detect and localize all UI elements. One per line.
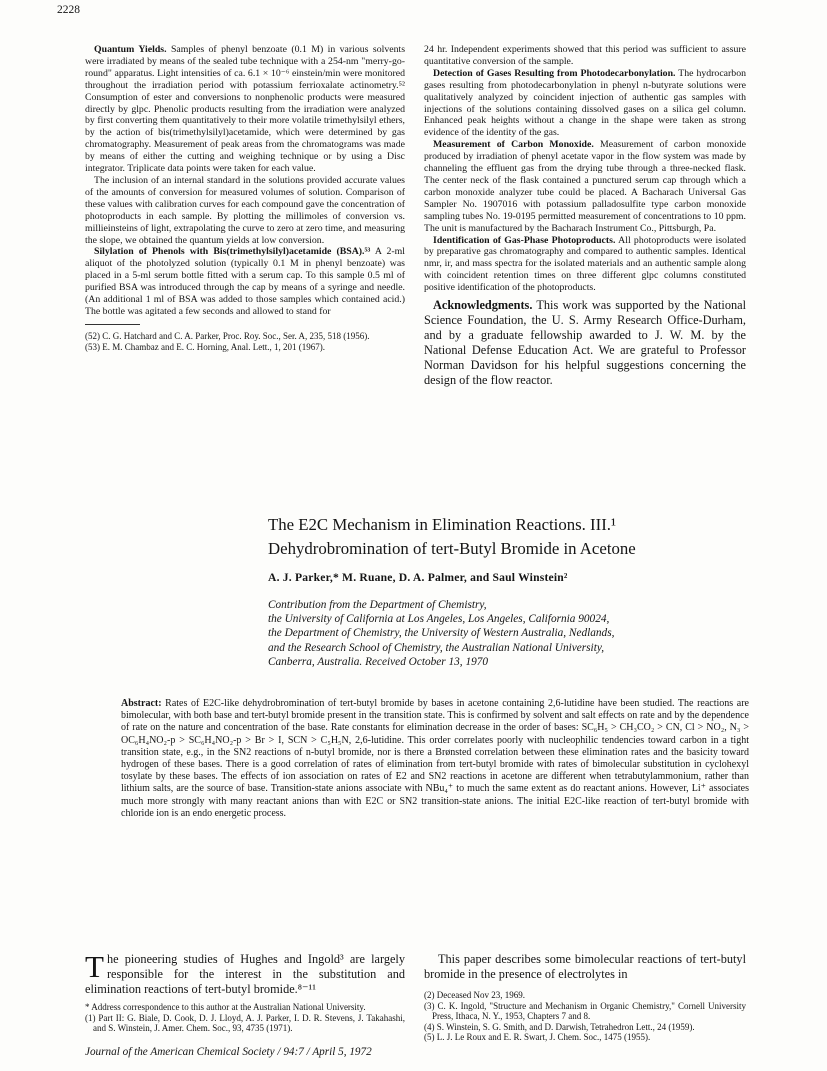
paragraph-continued xyxy=(424,44,746,68)
footnote: (1) Part II: G. Biale, D. Cook, D. J. Lloyd, A. J. Parker, I. D. R. Stevens, J. Takahashi, and S. Winstein, J. Amer. Chem. Soc., 93, 4735 (1971). xyxy=(85,1012,405,1034)
article-title-line-2: Dehydrobromination of tert-Butyl Bromide in Acetone xyxy=(268,539,636,558)
footnote: (2) Deceased Nov 23, 1969. xyxy=(424,990,525,1000)
paragraph-internal-standard xyxy=(85,175,405,246)
intro-paragraph xyxy=(85,949,405,997)
paragraph-identification xyxy=(424,235,746,295)
section-heading: Quantum Yields. xyxy=(94,44,167,55)
affiliation xyxy=(268,598,748,669)
authors: A. J. Parker,* M. Ruane, D. A. Palmer, and Saul Winstein² xyxy=(268,571,568,584)
footnote: (4) S. Winstein, S. G. Smith, and D. Darwish, Tetrahedron Lett., 24 (1959). xyxy=(424,1021,695,1032)
abstract xyxy=(121,698,749,820)
affiliation-line: and the Research School of Chemistry, the Australian National University, xyxy=(268,641,605,654)
footnote: (5) L. J. Le Roux and E. R. Swart, J. Chem. Soc., 1475 (1955). xyxy=(424,1032,651,1043)
paragraph-carbon-monoxide xyxy=(424,139,746,234)
abstract-label: Abstract: xyxy=(121,698,162,709)
acknowledgments-text: This work was supported by the National Science Foundation, the U. S. Army Research Office-Durham, and by a graduate fellowship awarded to J. W. M. by the National Defense Education Act. We are grateful to Professor Norman Davidson for his helpful suggestions concerning the design of the flow reactor. xyxy=(424,298,746,388)
footnote: * Address correspondence to this author at the Australian National University. xyxy=(85,1002,366,1012)
intro-right-column xyxy=(424,952,746,1043)
footnote: (52) C. G. Hatchard and C. A. Parker, Proc. Roy. Soc., Ser. A, 235, 518 (1956). xyxy=(85,330,370,341)
paragraph-text: A 2-ml aliquot of the photolyzed solution (typically 0.1 M in phenyl benzoate) was placed in a 5-ml serum bottle fitted with a serum cap. To this sample 0.5 ml of purified BSA was introduced through the cap by means of a syringe and needle. (An additional 1 ml of BSA was added to those samples which contained acid.) The bottle was agitated a few seconds and allowed to stand for xyxy=(85,246,405,317)
paragraph-text: All photoproducts were isolated by preparative gas chromatography and compared to authentic samples. Identical nmr, ir, and mass spectra for the isolated materials and an authentic sample along with coincident retention times on three different glpc columns constituted positive identification of the photoproducts. xyxy=(424,234,746,294)
acknowledgments xyxy=(424,298,746,388)
section-heading: Identification of Gas-Phase Photoproducts. xyxy=(433,234,616,246)
affiliation-line: Canberra, Australia. Received October 13, 1970 xyxy=(268,655,489,668)
paragraph-quantum-yields xyxy=(85,44,405,175)
section-heading: Measurement of Carbon Monoxide. xyxy=(433,139,594,151)
section-heading: Detection of Gases Resulting from Photodecarbonylation. xyxy=(433,67,676,79)
paragraph-text: Samples of phenyl benzoate (0.1 M) in various solvents were irradiated by means of the sealed tube technique with a 254-nm "merry-go-round" apparatus. Light intensities of ca. 6.1 × 10⁻⁶ einstein/min were monitored throughout the irradiation period with potassium ferrioxalate actinometry.⁵² Consumption of ester and conversions to nonphenolic products were measured directly by glpc. Phenolic products resulting from the irradiation were analyzed by first converting them quantitatively to their more volatile trimethylsilyl ethers, by the action of bis(trimethylsilyl)acetamide, which were determined by gas chromatography. Measurement of peak areas from the chromatograms was made by means of either the cutting and weighing technique or by using a Disc integrator. Triplicate data points were taken for each value. xyxy=(85,44,406,175)
section-heading: Silylation of Phenols with Bis(trimethylsilyl)acetamide (BSA).⁵³ xyxy=(94,246,371,258)
affiliation-line: the Department of Chemistry, the University of Western Australia, Nedlands, xyxy=(268,627,615,640)
acknowledgments-heading: Acknowledgments. xyxy=(433,298,533,313)
page-number: 2228 xyxy=(57,4,80,16)
intro-paragraph: This paper describes some bimolecular reactions of tert-butyl bromide in the presence of electrolytes in xyxy=(424,952,746,981)
article-title-line-1: The E2C Mechanism in Elimination Reactions. III.¹ xyxy=(268,515,617,534)
paragraph-text: The inclusion of an internal standard in the solutions provided accurate values of the amounts of conversion for measured volumes of solution. Comparison of these values with calibration curves for each compound gave the concentration of photoproducts in each sample. By plotting the millimoles of conversion vs. millieinsteins of light, extrapolating the curve to zero at zero time, and measuring the slope, we obtained the quantum yields at low conversion. xyxy=(85,174,405,246)
paragraph-text: Measurement of carbon monoxide produced by irradiation of phenyl acetate vapor in the flow system was made by channeling the effluent gas from the drying tube through a three-necked flask. The center neck of the flask contained a punctured serum cap through which a carbon monoxide analyzer tube could be placed. A Bacharach Universal Gas Sampler No. 1907016 with potassium palladosulfite type carbon monoxide sampling tubes No. 19-0195 permitted measurement of concentrations to 10 ppm. The unit is manufactured by the Bacharach Instrument Co., Pittsburgh, Pa. xyxy=(424,139,746,234)
intro-left-column xyxy=(85,949,405,1034)
journal-footer: Journal of the American Chemical Society / 94:7 / April 5, 1972 xyxy=(85,1046,372,1058)
footnote: (3) C. K. Ingold, "Structure and Mechanism in Organic Chemistry," Cornell University Press, Ithaca, N. Y., 1953, Chapters 7 and 8. xyxy=(424,1000,746,1022)
paragraph-gas-detection xyxy=(424,68,746,139)
affiliation-line: the University of California at Los Angeles, Los Angeles, California 90024, xyxy=(268,613,610,626)
paragraph-text: 24 hr. Independent experiments showed that this period was sufficient to assure quantitative conversion of the sample. xyxy=(424,44,746,67)
left-column xyxy=(85,44,405,353)
footnote: (53) E. M. Chambaz and E. C. Horning, Anal. Lett., 1, 201 (1967). xyxy=(85,341,325,352)
drop-cap: T xyxy=(85,949,104,984)
abstract-text: Rates of E2C-like dehydrobromination of tert-butyl bromide by bases in acetone containing 2,6-lutidine have been studied. The reactions are bimolecular, with both base and tert-butyl bromide present in the transition state. This is confirmed by solvent and salt effects on rate and by the dependence of rate on the nature and concentration of the base. Rate constants for elimination decrease in the order of bases: SC₆H₅ > CH₃CO₂ > CN, Cl > NO₂, N₃ > OC₆H₄NO₂-p > SC₆H₄NO₂-p > Br > I, SCN > C₅H₅N, 2,6-lutidine. This order correlates poorly with nucleophilic tendencies toward carbon in a tight transition state, e.g., in the SN2 reactions of n-butyl bromide, nor is there a Brønsted correlation between these elimination rates and the basicity toward hydrogen of these bases. There is a good correlation of rates of elimination from tert-butyl bromide with rates of bimolecular substitution in cyclohexyl tosylate by these bases. The effects of ion association on rates of E2 and SN2 reactions in acetone are different when tetrabutylammonium, rather than lithium salts, are the source of base. Transition-state anions associate with NBu₄⁺ to much the same extent as do reactant anions. However, Li⁺ associates much more strongly with many reactant anions than with E2C or SN2 transition-state anions. The initial E2C-like reaction of tert-butyl bromide with chloride ion is an endo energetic process. xyxy=(121,698,749,819)
paragraph-text: The hydrocarbon gases resulting from photodecarbonylation in phenyl n-butyrate solutions were qualitatively analyzed by coincident injection of authentic gas samples with injections of the solutions containing dissolved gases on a silica gel column. Enhanced peak heights without a change in the shape were taken as strong evidence of the identity of the gas. xyxy=(424,67,746,139)
footnotes xyxy=(424,990,746,1043)
footnote-divider xyxy=(85,324,140,325)
paragraph-silylation xyxy=(85,246,405,317)
right-column xyxy=(424,44,746,388)
footnotes xyxy=(85,1002,405,1034)
intro-text: he pioneering studies of Hughes and Ingold³ are largely responsible for the interest in the substitution and elimination reactions of tert-butyl bromide.⁸⁻¹¹ xyxy=(85,952,405,996)
affiliation-line: Contribution from the Department of Chemistry, xyxy=(268,599,487,611)
